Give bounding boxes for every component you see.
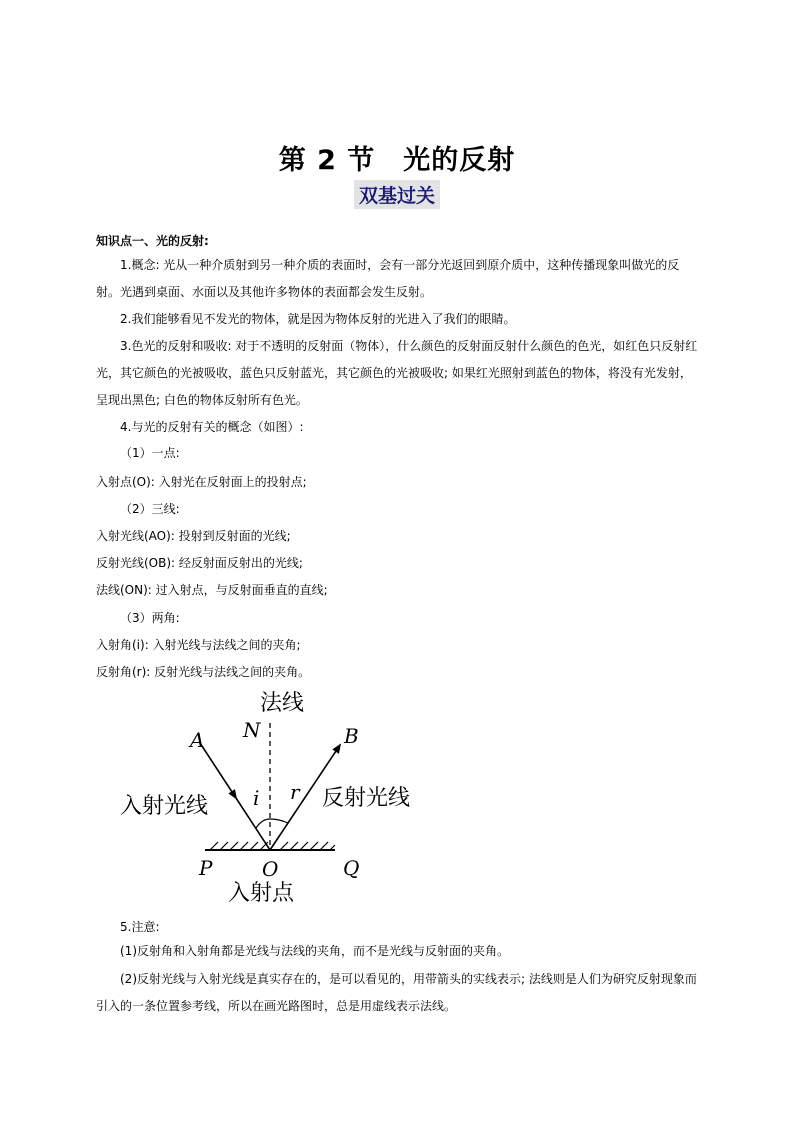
subtitle-wrap [0,180,794,209]
incident-ray-label: 入射光线 [120,794,209,819]
subtitle: 双基过关 [354,180,440,209]
notes-heading: 5.注意: [120,920,160,934]
incident-ray-segment [234,795,270,850]
incident-point-label: 入射点 [228,881,295,905]
normal-label: 法线 [260,691,305,716]
reflected-ray-label: 反射光线 [322,786,411,811]
note-2: (2)反射光线与入射光线是真实存在的，是可以看见的，用带箭头的实线表示; 法线则是人们为研究反射现象而引入的一条位置参考线，所以在画光路图时，总是用虚线表示法线。 [96,972,697,1013]
section-heading: 知识点一、光的反射: [96,234,209,248]
reflected-angle-arc [270,819,288,823]
incident-angle-arc [256,819,270,828]
label-O: O [262,857,279,881]
label-A: A [190,728,205,752]
list-item: 入射光线(AO): 投射到反射面的光线; [96,529,291,543]
label-i: i [253,786,260,810]
label-B: B [344,724,359,748]
label-N: N [243,718,261,742]
page-title: 第 2 节 光的反射 [278,145,516,176]
list-item: （1）一点: [120,446,180,460]
incident-ray [200,743,236,798]
label-r: r [290,780,300,804]
paragraph-concepts-intro: 4.与光的反射有关的概念（如图）: [120,420,304,434]
note-1: (1)反射角和入射角都是光线与法线的夹角，而不是光线与反射面的夹角。 [120,944,510,958]
list-item: 入射点(O): 入射光在反射面上的投射点; [96,475,307,489]
paragraph-concept: 1.概念: 光从一种介质射到另一种介质的表面时，会有一部分光返回到原介质中，这种传播现象叫做光的反射。光遇到桌面、水面以及其他许多物体的表面都会发生反射。 [96,258,680,299]
list-item: 反射角(r): 反射光线与法线之间的夹角。 [96,665,311,679]
list-item: （3）两角: [120,611,180,625]
paragraph-see-objects: 2.我们能够看见不发光的物体，就是因为物体反射的光进入了我们的眼睛。 [120,312,516,326]
list-item: 入射角(i): 入射光线与法线之间的夹角; [96,638,301,652]
reflection-diagram [110,685,440,905]
label-P: P [199,856,213,880]
label-Q: Q [343,856,360,880]
list-item: （2）三线: [120,502,180,516]
list-item: 法线(ON): 过入射点，与反射面垂直的直线; [96,583,328,597]
list-item: 反射光线(OB): 经反射面反射出的光线; [96,556,303,570]
paragraph-color-reflection: 3.色光的反射和吸收: 对于不透明的反射面（物体），什么颜色的反射面反射什么颜色的色光，如红色只反射红光，其它颜色的光被吸收，蓝色只反射蓝光，其它颜色的光被吸收; 如果红光照射到蓝色的物体，将没有光发射，呈现出黑色; 白色的物体反射所有色光。 [96,339,698,407]
